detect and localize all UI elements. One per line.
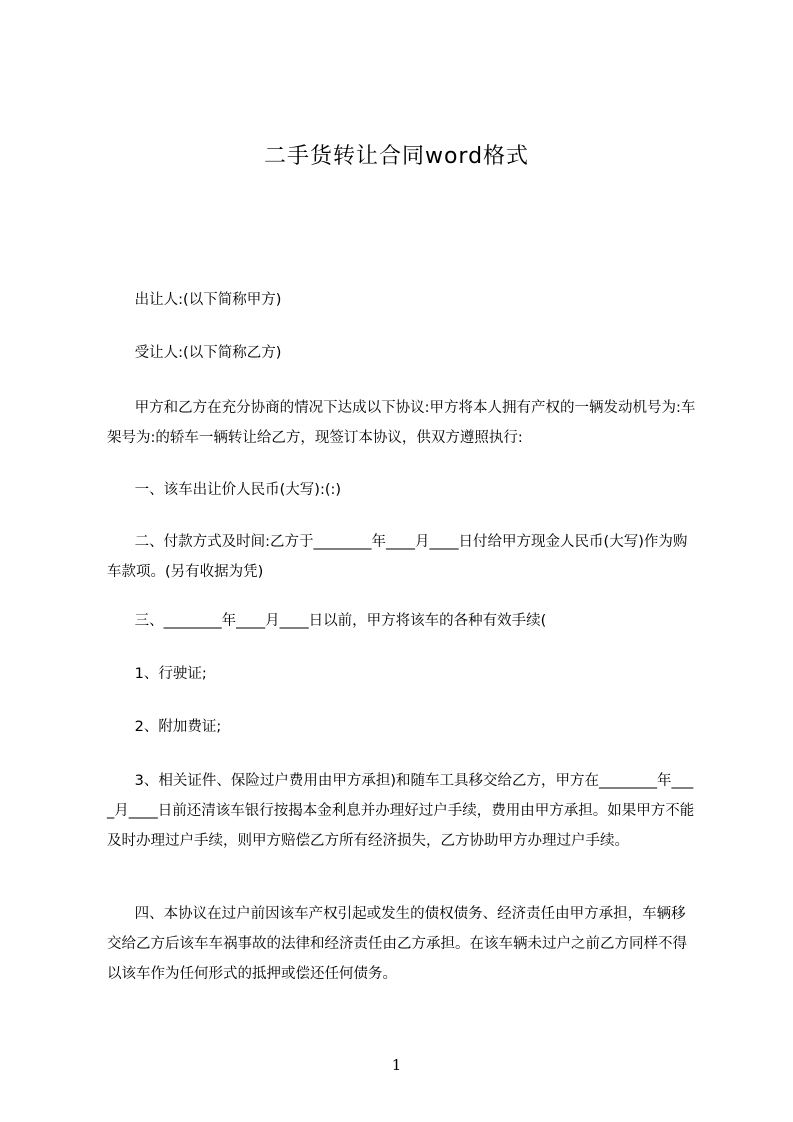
paragraph-buyer: 受让人:(以下简称乙方)	[107, 345, 282, 361]
paragraph-item-2: 2、附加费证;	[107, 719, 222, 735]
document-title: 二手货转让合同word格式	[263, 144, 530, 169]
paragraph-seller: 出让人:(以下简称甲方)	[107, 292, 282, 308]
paragraph-agreement-intro: 甲方和乙方在充分协商的情况下达成以下协议:甲方将本人拥有产权的一辆发动机号为:车架号为:的轿车一辆转让给乙方，现签订本协议，供双方遵照执行:	[107, 400, 696, 446]
paragraph-clause-4: 四、本协议在过户前因该车产权引起或发生的债权债务、经济责任由甲方承担，车辆移交给乙方后该车车祸事故的法律和经济责任由乙方承担。在该车辆未过户之前乙方同样不得以该车作为任何形式的抵押或偿还任何债务。	[107, 906, 687, 982]
paragraph-clause-1: 一、该车出让价人民币(大写):(:)	[107, 482, 342, 498]
page-number: 1	[391, 1056, 402, 1074]
paragraph-clause-2: 二、付款方式及时间:乙方于________年____月____日付给甲方现金人民币(大写)作为购车款项。(另有收据为凭)	[107, 534, 688, 580]
paragraph-clause-3: 三、________年____月____日以前，甲方将该车的各种有效手续(	[107, 613, 547, 629]
paragraph-item-1: 1、行驶证;	[107, 666, 207, 682]
paragraph-item-3: 3、相关证件、保险过户费用由甲方承担)和随车工具移交给乙方，甲方在________年____月____日前还清该车银行按揭本金利息并办理好过户手续，费用由甲方承担。如果甲方不能及时办理过户手续，则甲方赔偿乙方所有经济损失，乙方协助甲方办理过户手续。	[107, 773, 695, 849]
